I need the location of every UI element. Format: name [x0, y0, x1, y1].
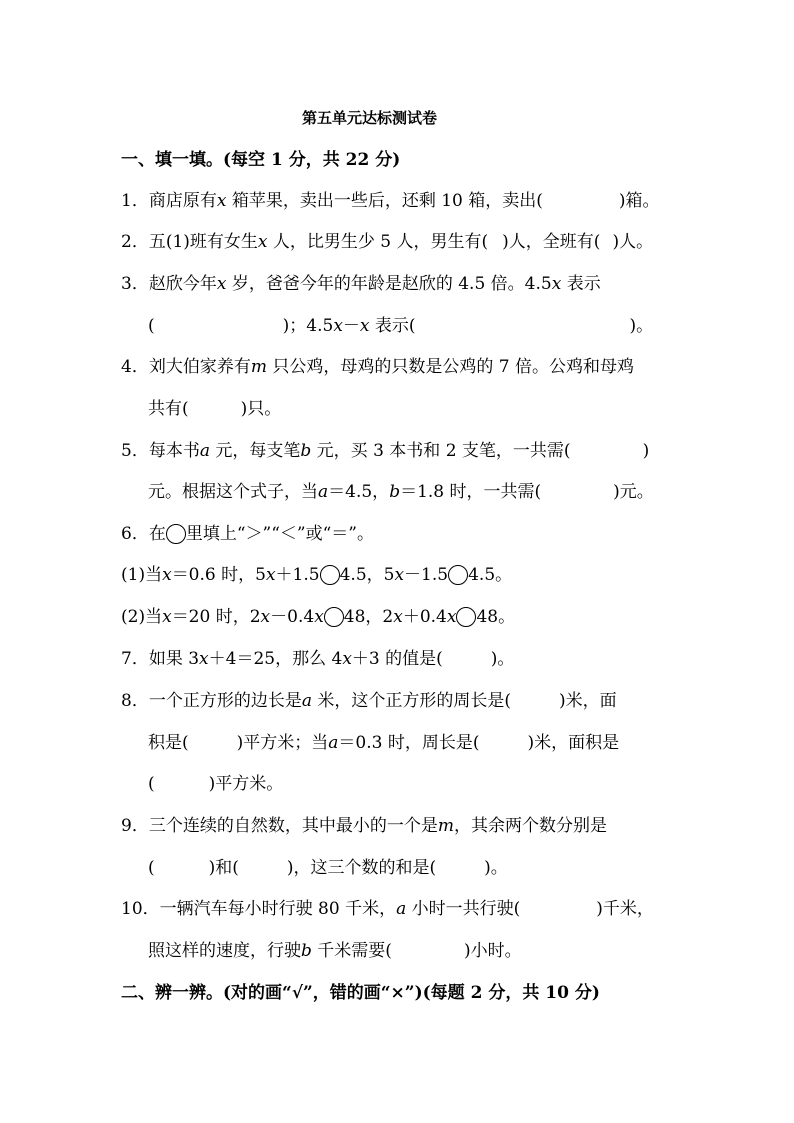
question-3-line-2: ( )；4.5x－x 表示( )。: [148, 316, 654, 336]
question-5-line-2: 元。根据这个式子，当a＝4.5，b＝1.8 时，一共需( )元。: [148, 482, 654, 502]
question-6: 6．在 里填上“＞”“＜”或“＝”。: [121, 524, 374, 544]
question-4-line-1: 4．刘大伯家养有m 只公鸡，母鸡的只数是公鸡的 7 倍。公鸡和母鸡: [121, 357, 634, 377]
question-1: 1．商店原有x 箱苹果，卖出一些后，还剩 10 箱，卖出( )箱。: [121, 191, 660, 211]
question-8-line-2: 积是( )平方米；当a＝0.3 时，周长是( )米，面积是: [148, 733, 620, 753]
question-10-line-1: 10．一辆汽车每小时行驶 80 千米，a 小时一共行驶( )千米，: [121, 899, 654, 919]
answer-circle[interactable]: [324, 607, 344, 627]
question-10-line-2: 照这样的速度，行驶b 千米需要( )小时。: [148, 941, 522, 961]
question-7: 7．如果 3x＋4＝25，那么 4x＋3 的值是( )。: [121, 649, 515, 669]
question-9-line-1: 9．三个连续的自然数，其中最小的一个是m，其余两个数分别是: [121, 816, 607, 836]
answer-circle[interactable]: [456, 607, 476, 627]
question-4-line-2: 共有( )只。: [148, 399, 282, 419]
question-5-line-1: 5．每本书a 元，每支笔b 元，买 3 本书和 2 支笔，一共需( ): [121, 441, 650, 461]
answer-circle[interactable]: [320, 565, 340, 585]
question-9-line-2: ( )和( )，这三个数的和是( )。: [148, 858, 508, 878]
section-2-heading: 二、辨一辨。(对的画“√”，错的画“×”)(每题 2 分，共 10 分): [121, 983, 600, 1003]
question-2: 2．五(1)班有女生x 人，比男生少 5 人，男生有( )人，全班有( )人。: [121, 232, 654, 252]
question-3-line-1: 3．赵欣今年x 岁，爸爸今年的年龄是赵欣的 4.5 倍。4.5x 表示: [121, 274, 601, 294]
page-title: 第五单元达标测试卷: [302, 109, 438, 127]
question-6-part-2: (2)当x＝20 时，2x－0.4x 48，2x＋0.4x 48。: [121, 607, 516, 627]
compare-circle: [166, 524, 186, 544]
section-1-heading: 一、填一填。(每空 1 分，共 22 分): [121, 150, 401, 170]
question-6-part-1: (1)当x＝0.6 时，5x＋1.5 4.5，5x－1.5 4.5。: [121, 565, 513, 585]
question-8-line-1: 8．一个正方形的边长是a 米，这个正方形的周长是( )米，面: [121, 691, 617, 711]
question-8-line-3: ( )平方米。: [148, 774, 284, 794]
answer-circle[interactable]: [448, 565, 468, 585]
